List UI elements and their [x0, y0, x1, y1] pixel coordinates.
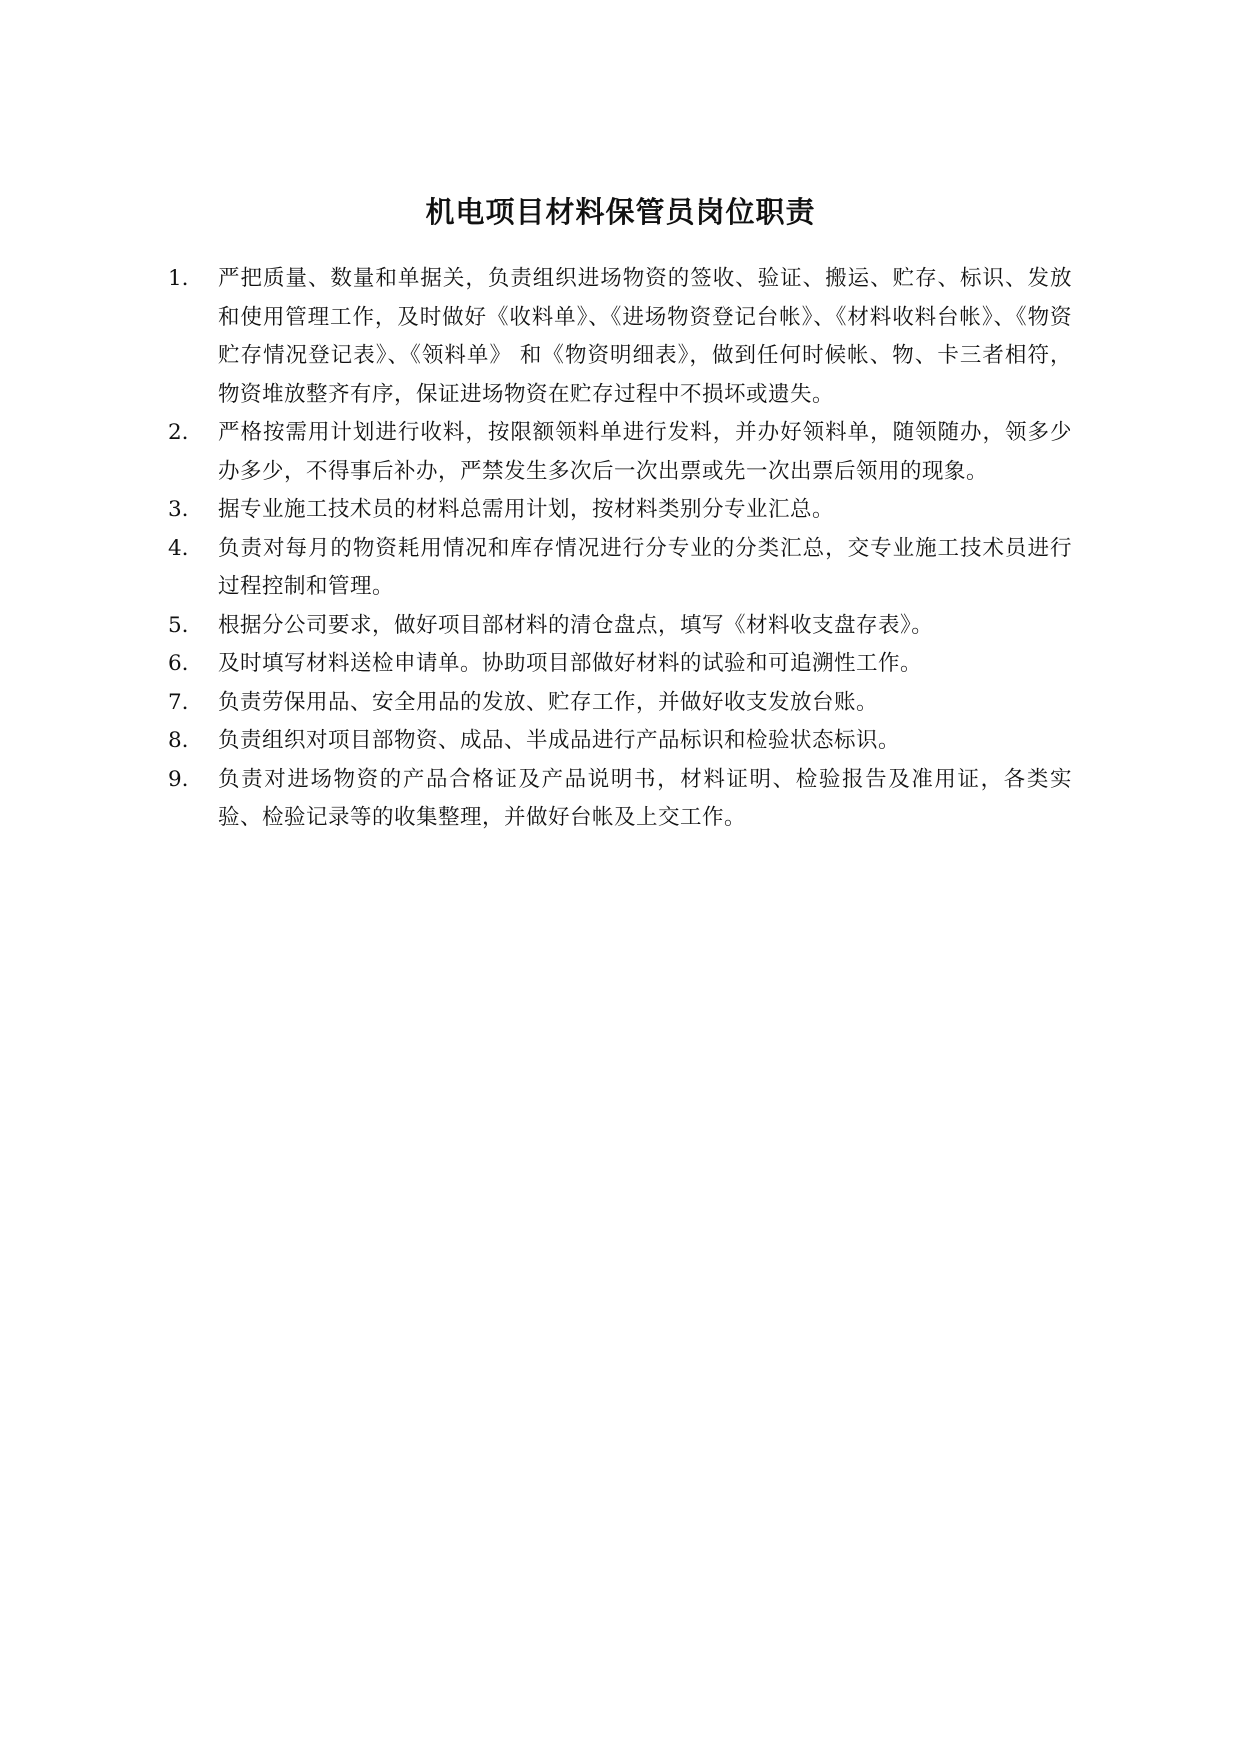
list-item: [168, 607, 1072, 646]
list-item: [168, 684, 1072, 723]
list-item: [168, 414, 1072, 491]
list-item-text: 负责组织对项目部物资、成品、半成品进行产品标识和检验状态标识。: [218, 728, 901, 753]
list-item-number: 6.: [168, 651, 189, 676]
list-item-text: 负责对每月的物资耗用情况和库存情况进行分专业的分类汇总，交专业施工技术员进行过程控制和管理。: [218, 535, 1072, 599]
list-item-text: 据专业施工技术员的材料总需用计划，按材料类别分专业汇总。: [218, 497, 835, 522]
list-item: [168, 260, 1072, 414]
list-item-number: 9.: [168, 766, 189, 792]
list-item: [168, 722, 1072, 761]
list-item-text: 根据分公司要求，做好项目部材料的清仓盘点，填写《材料收支盘存表》。: [218, 612, 934, 638]
list-item-number: 8.: [168, 728, 189, 753]
page-title: 机电项目材料保管员岗位职责: [425, 195, 816, 229]
list-item: [168, 761, 1072, 838]
list-item-text: 严格按需用计划进行收料，按限额领料单进行发料，并办好领料单，随领随办，领多少办多少，不得事后补办，严禁发生多次后一次出票或先一次出票后领用的现象。: [218, 420, 1072, 484]
list-item-text: 负责对进场物资的产品合格证及产品说明书，材料证明、检验报告及准用证，各类实验、检验记录等的收集整理，并做好台帐及上交工作。: [218, 766, 1072, 830]
list-item-number: 3.: [168, 497, 189, 522]
list-item: [168, 530, 1072, 607]
list-item-text: 及时填写材料送检申请单。协助项目部做好材料的试验和可追溯性工作。: [218, 651, 923, 676]
list-item-number: 5.: [168, 612, 189, 638]
list-item-text: 负责劳保用品、安全用品的发放、贮存工作，并做好收支发放台账。: [218, 689, 879, 715]
duty-list: [168, 260, 1072, 838]
list-item-number: 7.: [168, 689, 189, 715]
list-item-text: 严把质量、数量和单据关，负责组织进场物资的签收、验证、搬运、贮存、标识、发放和使用管理工作，及时做好《收料单》、《进场物资登记台帐》、《材料收料台帐》、《物资贮存情况登记表》、《领料单》 和《物资明细表》，做到任何时候帐、物、卡三者相符，物资堆放整齐有序，保证进场物资在贮存过程中不损坏或遗失。: [218, 266, 1072, 407]
list-item-number: 1.: [168, 266, 189, 291]
list-item: [168, 491, 1072, 530]
list-item: [168, 645, 1072, 684]
list-item-number: 4.: [168, 535, 189, 561]
list-item-number: 2.: [168, 420, 189, 445]
